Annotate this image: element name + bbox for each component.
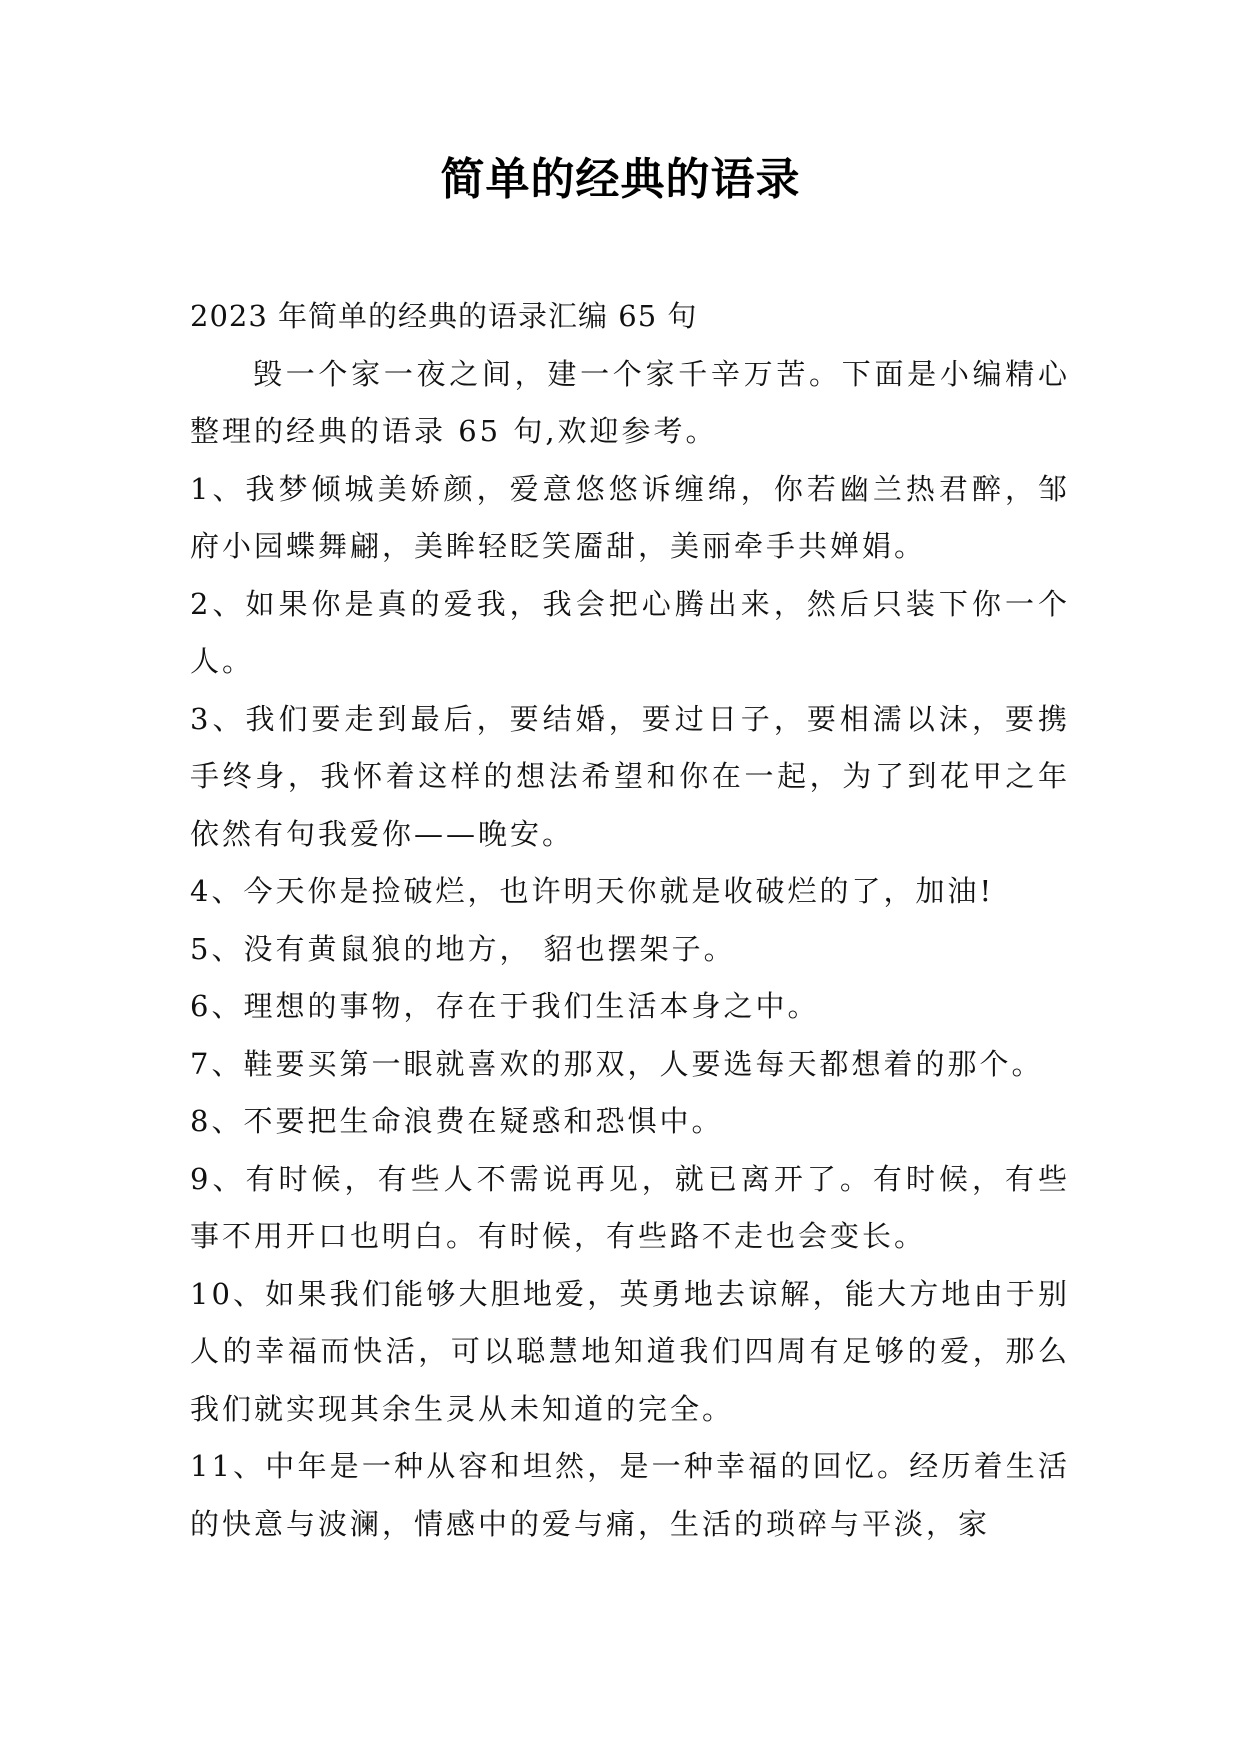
quote-item-3: 3、我们要走到最后，要结婚，要过日子，要相濡以沫，要携手终身，我怀着这样的想法希望和你在一起，为了到花甲之年依然有句我爱你——晚安。 xyxy=(190,701,1070,851)
quote-item-10: 10、如果我们能够大胆地爱，英勇地去谅解，能大方地由于别人的幸福而快活，可以聪慧地知道我们四周有足够的爱，那么我们就实现其余生灵从未知道的完全。 xyxy=(190,1276,1070,1426)
quote-item-8: 8、不要把生命浪费在疑惑和恐惧中。 xyxy=(190,1104,724,1138)
intro-paragraph: 毁一个家一夜之间，建一个家千辛万苦。下面是小编精心整理的经典的语录 65 句,欢迎参考。 xyxy=(190,356,1070,448)
quote-item-1: 1、我梦倾城美娇颜，爱意悠悠诉缠绵，你若幽兰热君醉，邹府小园蝶舞翩，美眸轻眨笑靥甜，美丽牵手共婵娟。 xyxy=(190,471,1070,563)
document-title: 简单的经典的语录 xyxy=(440,154,801,205)
document-body xyxy=(190,288,1070,1553)
quote-item-4: 4、今天你是捡破烂，也许明天你就是收破烂的了，加油! xyxy=(190,874,995,908)
quote-item-5: 5、没有黄鼠狼的地方， 貂也摆架子。 xyxy=(190,931,736,966)
quote-item-9: 9、有时候，有些人不需说再见，就已离开了。有时候，有些事不用开口也明白。有时候，有些路不走也会变长。 xyxy=(190,1161,1070,1253)
quote-item-11: 11、中年是一种从容和坦然，是一种幸福的回忆。经历着生活的快意与波澜，情感中的爱与痛，生活的琐碎与平淡，家 xyxy=(190,1449,1070,1541)
quote-item-7: 7、鞋要买第一眼就喜欢的那双，人要选每天都想着的那个。 xyxy=(190,1046,1044,1081)
quote-item-6: 6、理想的事物，存在于我们生活本身之中。 xyxy=(190,989,820,1023)
quote-item-2: 2、如果你是真的爱我，我会把心腾出来，然后只装下你一个人。 xyxy=(190,586,1070,678)
document-subtitle: 2023 年简单的经典的语录汇编 65 句 xyxy=(190,299,698,333)
